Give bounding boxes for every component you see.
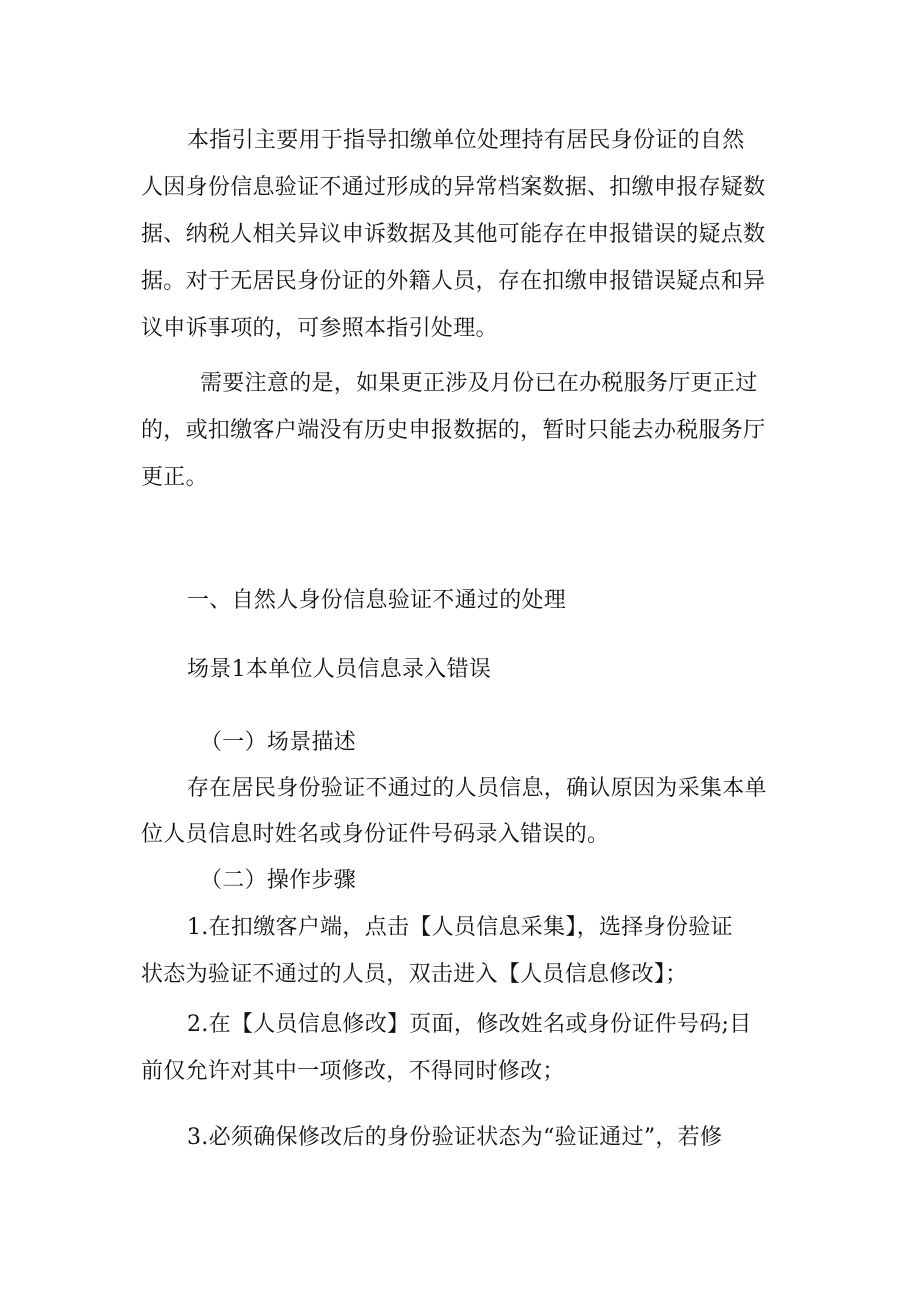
intro-line-2: 人因身份信息验证不通过形成的异常档案数据、扣缴申报存疑数 <box>141 175 766 200</box>
step-3-line-1: 3.必须确保修改后的身份验证状态为“验证通过”，若修 <box>187 1125 723 1150</box>
intro-line-5: 议申诉事项的，可参照本指引处理。 <box>141 316 498 341</box>
scenario-title: 场景1本单位人员信息录入错误 <box>187 657 492 682</box>
step-2-line-1: 2.在【人员信息修改】页面，修改姓名或身份证件号码;目 <box>187 1012 752 1037</box>
intro-line-4: 据。对于无居民身份证的外籍人员，存在扣缴申报错误疑点和异 <box>141 269 766 294</box>
subsection-heading-steps: （二）操作步骤 <box>200 868 357 893</box>
step-1-line-1: 1.在扣缴客户端，点击【人员信息采集】，选择身份验证 <box>187 915 733 940</box>
section-heading: 一、自然人身份信息验证不通过的处理 <box>187 588 567 613</box>
subsection-heading-description: （一）场景描述 <box>200 730 357 755</box>
intro-line-3: 据、纳税人相关异议申诉数据及其他可能存在申报错误的疑点数 <box>141 222 766 247</box>
note-line-2: 的，或扣缴客户端没有历史申报数据的，暂时只能去办税服务厅 <box>141 418 766 443</box>
step-2-line-2: 前仅允许对其中一项修改，不得同时修改； <box>141 1059 565 1084</box>
step-1-line-2: 状态为验证不通过的人员，双击进入【人员信息修改】； <box>141 962 688 987</box>
scenario-description-line-2: 位人员信息时姓名或身份证件号码录入错误的。 <box>141 822 610 847</box>
note-line-1: 需要注意的是，如果更正涉及月份已在办税服务厅更正过 <box>200 371 758 396</box>
scenario-description-line-1: 存在居民身份验证不通过的人员信息，确认原因为采集本单 <box>187 776 767 801</box>
note-line-3: 更正。 <box>141 465 208 490</box>
intro-line-1: 本指引主要用于指导扣缴单位处理持有居民身份证的自然 <box>187 128 745 153</box>
